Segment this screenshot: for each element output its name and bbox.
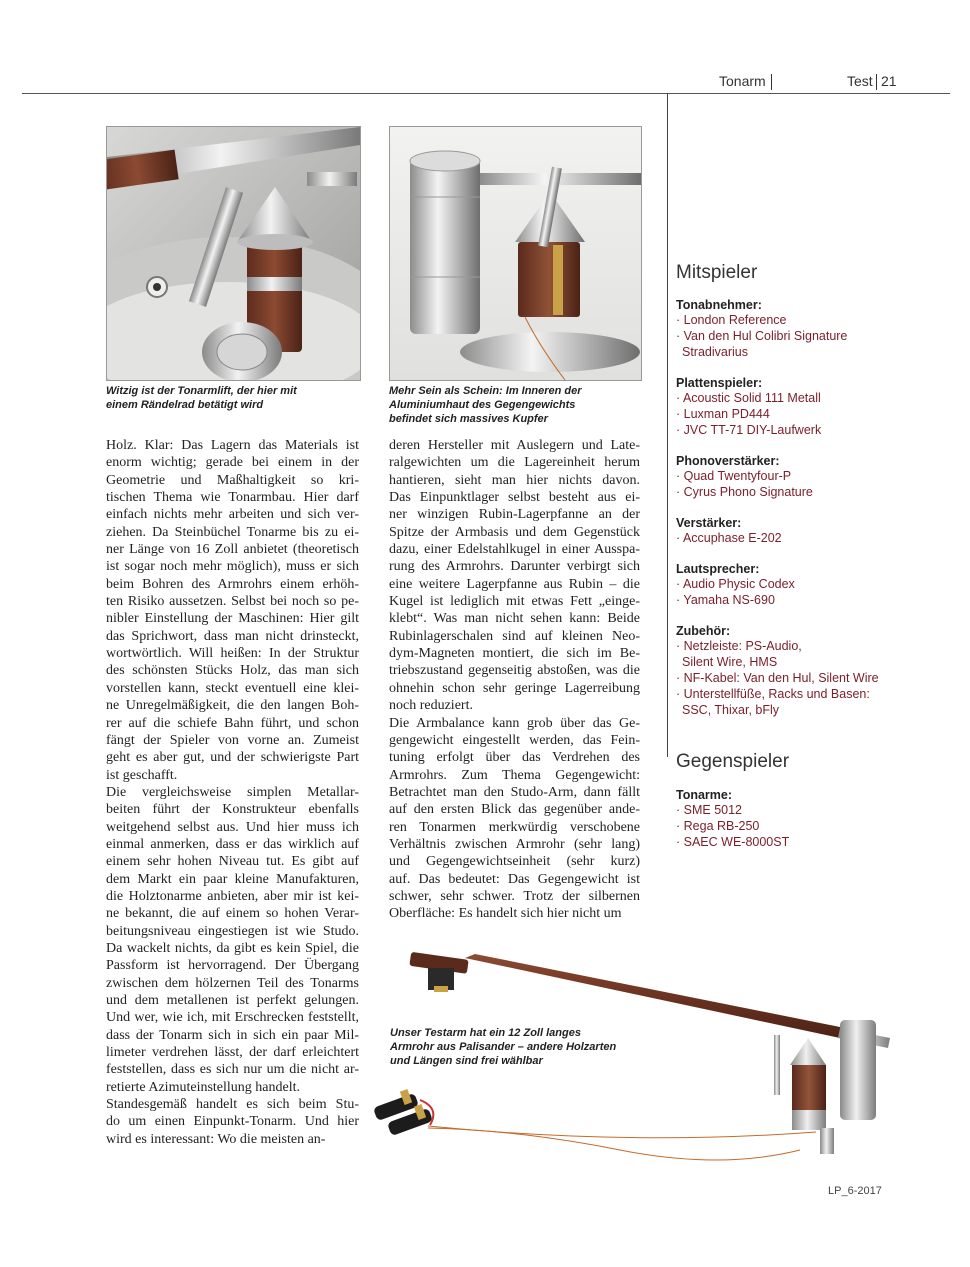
sidebar-item: · NF-Kabel: Van den Hul, Silent Wire: [676, 671, 879, 685]
text-line: ist geschafft.: [106, 767, 178, 783]
text-line: Standesgemäß handelt es sich beim Stu-: [106, 1097, 359, 1113]
sidebar-group: [676, 516, 879, 546]
text-line: feststellen, dass es sich nur um die nicht ar-: [106, 1062, 359, 1078]
text-line: einem sehr hohen Niveau tut. Es gibt auf: [106, 854, 359, 870]
sidebar-item: · London Reference: [676, 313, 787, 327]
photo-counterweight: [389, 126, 642, 381]
text-line: die Holztonarme anbieten, aber mir ist kei-: [106, 888, 359, 904]
sidebar-title-gegenspieler: Gegenspieler: [676, 751, 790, 772]
text-line: rer auf die schiefe Bahn führt, und schon: [106, 715, 359, 731]
sidebar-item: · Luxman PD444: [676, 407, 770, 421]
text-line: ralgewichten um die Lagereinheit herum: [389, 455, 640, 471]
text-line: noch reduziert.: [389, 698, 473, 714]
sidebar-item: · Van den Hul Colibri Signature: [676, 329, 848, 343]
text-line: eine weitere Lagerpfanne aus Rubin – die: [389, 576, 640, 592]
text-line: tischen Thema wie Tonarmbau. Hier darf: [106, 490, 359, 506]
sidebar-gegen-groups: [676, 788, 789, 850]
sidebar-item: · SAEC WE-8000ST: [676, 835, 790, 849]
text-line: rung des Armrohrs. Darunter verbirgt sich: [389, 559, 640, 575]
sidebar-group-title: Tonarme:: [676, 788, 733, 802]
text-line: des schönsten Stücks Holz, das man sich: [106, 663, 359, 679]
text-line: triebszustand gegenseitig abstoßen, was die: [389, 663, 640, 679]
text-line: tuning erfolgt über das Verdrehen des: [389, 750, 640, 766]
text-line: dem Markt ein paar kleine Manufakturen,: [106, 871, 359, 887]
sidebar-item: · Unterstellfüße, Racks und Basen:: [676, 687, 870, 701]
caption-full-tonearm: Unser Testarm hat ein 12 Zoll langes Armrohr aus Palisander – andere Holzarten und Längen sind frei wählbar: [390, 1027, 617, 1067]
text-line: vorstellen kann, steckt eventuell eine klei-: [106, 680, 359, 696]
text-line: wird es interessant: Wo die meisten an-: [106, 1131, 326, 1147]
text-line: Da wackelt nichts, da gibt es kein Spiel, die: [106, 940, 359, 956]
text-line: beim Bohren des Armrohrs einem erhöh-: [106, 576, 359, 592]
text-line: Passform ist hervorragend. Der Übergang: [106, 958, 359, 974]
text-line: do um einen Einpunkt-Tonarm. Und hier: [106, 1114, 359, 1130]
text-line: gengewicht eingestellt werden, das Fein-: [389, 732, 640, 748]
caption-tonearm-lift: Witzig ist der Tonarmlift, der hier mit einem Rändelrad betätigt wird: [106, 385, 297, 411]
text-line: Betrachtet man den Studo-Arm, dann fällt: [389, 784, 640, 800]
photo-tonearm-lift: [106, 126, 361, 381]
sidebar-mitspieler: [676, 262, 757, 284]
text-line: ner winzigen Rubin-Lagerpfanne an der: [389, 507, 640, 523]
sidebar-group: [676, 376, 879, 438]
text-line: ne bekannt, die auf einem so hohen Verar-: [106, 906, 359, 922]
sidebar-group: [676, 624, 879, 718]
sidebar-group-title: Tonabnehmer:: [676, 298, 762, 312]
text-line: Verhältnis zwischen Armrohr (sehr lang): [389, 836, 640, 852]
text-line: ner Länge von 16 Zoll anbietet (theoretisch: [106, 542, 359, 558]
text-line: Armrohrs. Zum Thema Gegengewicht:: [389, 767, 640, 783]
text-line: ten Risiko aussetzen. Selbst bei noch so pe-: [106, 594, 359, 610]
text-line: Spitze der Armbasis und dem Gegenstück: [389, 524, 640, 540]
text-line: Und wer, wie ich, mit Erschrecken feststellt,: [106, 1010, 359, 1026]
sidebar-groups: [676, 298, 879, 734]
text-line: einmal anmerken, dass er das wirklich auf: [106, 836, 359, 852]
text-line: ziehen. Da Steinbüchel Tonarme bis zu ei-: [106, 524, 359, 540]
text-line: beiten führt der Konstrukteur ebenfalls: [106, 802, 359, 818]
header-divider: [771, 74, 772, 90]
sidebar-group-title: Verstärker:: [676, 516, 742, 530]
text-line: Die vergleichsweise simplen Metallar-: [106, 784, 359, 800]
sidebar-item: · JVC TT-71 DIY-Laufwerk: [676, 423, 822, 437]
text-line: wortwörtlich. Will heißen: In der Struktur: [106, 646, 359, 662]
text-line: Oberfläche: Es handelt sich hier nicht um: [389, 906, 622, 922]
text-line: limeter verdrehen lässt, der darf erleichtert: [106, 1045, 359, 1061]
sidebar-group-title: Lautsprecher:: [676, 562, 760, 576]
sidebar-item: · Accuphase E-202: [676, 531, 782, 545]
sidebar-item: · Quad Twentyfour-P: [676, 469, 792, 483]
text-line: auf. Das bedeutet: Das Gegengewicht ist: [389, 871, 640, 887]
text-line: dass der Tonarm sich in sich ein paar Mil-: [106, 1027, 359, 1043]
text-line: Kugel ist lediglich mit etwas Fett „einge-: [389, 594, 640, 610]
header-label: Test: [847, 73, 873, 89]
text-line: weitgehend selbst aus. Und hier muss ich: [106, 819, 359, 835]
text-line: ist sogar noch mehr möglich), muss er sich: [106, 559, 359, 575]
sidebar-item: · Audio Physic Codex: [676, 577, 795, 591]
text-line: auf den ersten Blick das gegenüber ande-: [389, 802, 640, 818]
text-line: ne Unregelmäßigkeit, die den langen Boh-: [106, 698, 359, 714]
sidebar-item: Silent Wire, HMS: [682, 655, 778, 669]
caption-counterweight: Mehr Sein als Schein: Im Inneren der Aluminiumhaut des Gegengewichts befindet sich massives Kupfer: [389, 385, 582, 425]
sidebar-gegenspieler: [676, 751, 789, 773]
text-line: deren Hersteller mit Auslegern und Late-: [389, 438, 640, 453]
header-section-title: Tonarm: [719, 73, 766, 89]
text-line: ren Tonarmen merkwürdig verschobene: [389, 819, 640, 835]
counterweight-illustration: [390, 127, 641, 380]
body-column-1: [106, 437, 359, 1148]
text-line: nibler Einstellung der Maschinen: Hier gilt: [106, 611, 359, 627]
header-rule: [22, 93, 950, 94]
column-rule: [667, 93, 668, 757]
text-line: Geometrie und Maßhaltigkeit so kri-: [106, 472, 359, 488]
issue-label: LP_6-2017: [828, 1185, 882, 1197]
text-line: hantieren, sieht man hier nichts davon.: [389, 472, 640, 488]
sidebar-group: [676, 788, 789, 850]
sidebar-item: SSC, Thixar, bFly: [682, 703, 780, 717]
text-line: und Gegengewichtseinheit (sehr kurz): [389, 854, 640, 870]
text-line: beitungsniveau eingestiegen ist wie Studo.: [106, 923, 359, 939]
text-line: klebt“. Was man nicht sehen kann: Beide: [389, 611, 640, 627]
header-divider: [876, 74, 877, 90]
text-line: Die Armbalance kann grob über das Ge-: [389, 715, 640, 731]
text-line: retierte Azimuteinstellung handelt.: [106, 1079, 300, 1095]
sidebar-item: Stradivarius: [682, 345, 748, 359]
sidebar-title-mitspieler: Mitspieler: [676, 262, 758, 283]
body-column-2: [389, 437, 640, 923]
sidebar-group: [676, 562, 879, 608]
sidebar-item: · Netzleiste: PS-Audio,: [676, 639, 802, 653]
sidebar-group: [676, 454, 879, 500]
sidebar-item: · Yamaha NS-690: [676, 593, 775, 607]
text-line: das Sprichwort, dass man nicht drinsteckt,: [106, 628, 359, 644]
text-line: dazu, einer Edelstahlkugel in einer Ausspa-: [389, 542, 640, 558]
text-line: Holz. Klar: Das Lagern das Materials ist: [106, 438, 359, 453]
text-line: und dem metallenen ist perfekt gelungen.: [106, 993, 359, 1008]
text-line: einfach nichts mehr arbeiten und sich ver-: [106, 507, 359, 523]
sidebar-item: · SME 5012: [676, 803, 743, 817]
sidebar-item: · Acoustic Solid 111 Metall: [676, 391, 821, 405]
text-line: geht es aber gut, und der schwierigste Part: [106, 750, 359, 766]
text-line: enorm wichtig; gerade bei einem in der: [106, 455, 359, 471]
sidebar-group-title: Zubehör:: [676, 624, 731, 638]
tonearm-lift-illustration: [107, 127, 360, 380]
sidebar-group-title: Phonoverstärker:: [676, 454, 780, 468]
text-line: zwischen dem hölzernen Teil des Tonarms: [106, 975, 359, 991]
text-line: Das Einpunktlager selbst besteht aus ei-: [389, 490, 640, 506]
text-line: schwer, sehr schwer. Trotz der silbernen: [389, 888, 640, 904]
sidebar-group: [676, 298, 879, 360]
text-line: fängt der Spieler von vorne an. Zumeist: [106, 732, 359, 748]
page-number: 21: [881, 73, 897, 89]
text-line: dym-Magneten montiert, die sich im Be-: [389, 646, 640, 662]
text-line: ohnehin schon sehr geringe Lagerreibung: [389, 680, 640, 696]
sidebar-item: · Rega RB-250: [676, 819, 760, 833]
text-line: Rubinlagerschalen sind auf kleinen Neo-: [389, 628, 640, 644]
sidebar-item: · Cyrus Phono Signature: [676, 485, 813, 499]
sidebar-group-title: Plattenspieler:: [676, 376, 763, 390]
